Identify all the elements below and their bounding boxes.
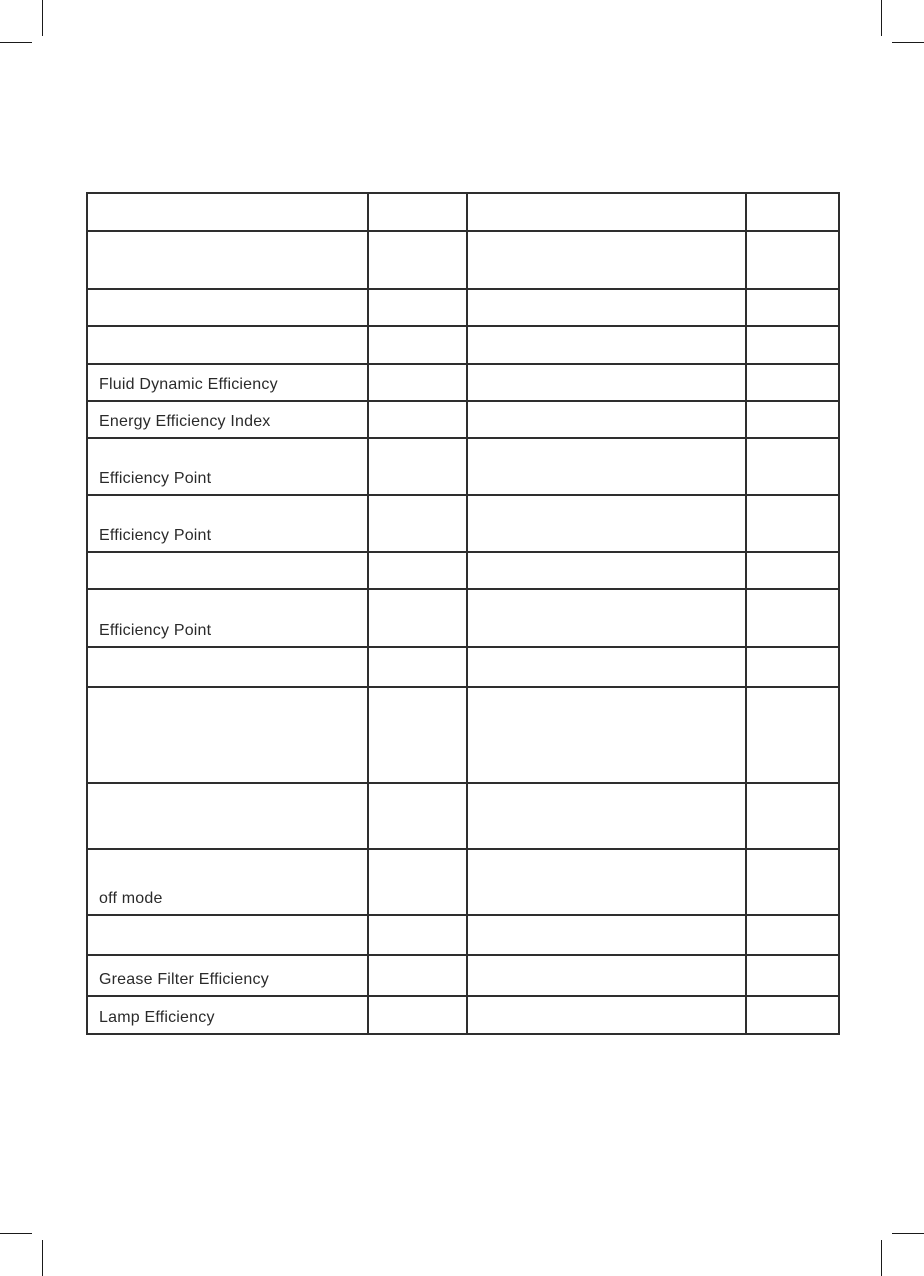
- symbol-cell: [368, 955, 467, 996]
- table-row: [87, 915, 839, 955]
- unit-cell: [746, 783, 839, 849]
- crop-mark-top-left-vertical: [42, 0, 43, 36]
- value-cell: [467, 231, 746, 289]
- symbol-cell: [368, 915, 467, 955]
- value-cell: [467, 687, 746, 783]
- table-row: [87, 647, 839, 687]
- table-row: [87, 552, 839, 589]
- row-label-cell: [87, 193, 368, 231]
- unit-cell: [746, 955, 839, 996]
- symbol-cell: [368, 552, 467, 589]
- row-label-cell: [87, 915, 368, 955]
- table-row: [87, 955, 839, 996]
- unit-cell: [746, 401, 839, 438]
- symbol-cell: [368, 326, 467, 364]
- row-label-cell: Efficiency Point: [87, 495, 368, 552]
- row-label-cell: [87, 687, 368, 783]
- symbol-cell: [368, 438, 467, 495]
- symbol-cell: [368, 401, 467, 438]
- unit-cell: [746, 326, 839, 364]
- value-cell: [467, 193, 746, 231]
- table-row: [87, 996, 839, 1034]
- symbol-cell: [368, 589, 467, 647]
- value-cell: [467, 326, 746, 364]
- table-row: [87, 326, 839, 364]
- symbol-cell: [368, 996, 467, 1034]
- value-cell: [467, 438, 746, 495]
- value-cell: [467, 647, 746, 687]
- table-row: [87, 589, 839, 647]
- symbol-cell: [368, 783, 467, 849]
- unit-cell: [746, 915, 839, 955]
- unit-cell: [746, 849, 839, 915]
- table-row: [87, 495, 839, 552]
- crop-mark-top-right-horizontal: [892, 42, 924, 43]
- row-label-cell: [87, 783, 368, 849]
- crop-mark-bottom-right-vertical: [881, 1240, 882, 1276]
- unit-cell: [746, 193, 839, 231]
- value-cell: [467, 783, 746, 849]
- unit-cell: [746, 364, 839, 401]
- row-label-cell: Grease Filter Efficiency: [87, 955, 368, 996]
- symbol-cell: [368, 289, 467, 326]
- value-cell: [467, 955, 746, 996]
- unit-cell: [746, 495, 839, 552]
- crop-mark-bottom-left-vertical: [42, 1240, 43, 1276]
- value-cell: [467, 996, 746, 1034]
- value-cell: [467, 495, 746, 552]
- row-label-cell: off mode: [87, 849, 368, 915]
- table-row: [87, 849, 839, 915]
- row-label-cell: Efficiency Point: [87, 438, 368, 495]
- unit-cell: [746, 289, 839, 326]
- crop-mark-bottom-right-horizontal: [892, 1233, 924, 1234]
- table-row: [87, 783, 839, 849]
- row-label-cell: [87, 289, 368, 326]
- symbol-cell: [368, 231, 467, 289]
- unit-cell: [746, 996, 839, 1034]
- table-row: [87, 401, 839, 438]
- value-cell: [467, 915, 746, 955]
- row-label-cell: [87, 231, 368, 289]
- value-cell: [467, 589, 746, 647]
- table-row: [87, 364, 839, 401]
- row-label-cell: [87, 326, 368, 364]
- row-label-cell: [87, 552, 368, 589]
- unit-cell: [746, 589, 839, 647]
- symbol-cell: [368, 849, 467, 915]
- row-label-cell: Fluid Dynamic Efficiency: [87, 364, 368, 401]
- value-cell: [467, 364, 746, 401]
- symbol-cell: [368, 193, 467, 231]
- value-cell: [467, 849, 746, 915]
- symbol-cell: [368, 647, 467, 687]
- table-row: [87, 438, 839, 495]
- unit-cell: [746, 438, 839, 495]
- unit-cell: [746, 231, 839, 289]
- table-row: [87, 289, 839, 326]
- table-row: [87, 687, 839, 783]
- crop-mark-top-left-horizontal: [0, 42, 32, 43]
- crop-mark-bottom-left-horizontal: [0, 1233, 32, 1234]
- table-row: [87, 193, 839, 231]
- value-cell: [467, 552, 746, 589]
- symbol-cell: [368, 364, 467, 401]
- unit-cell: [746, 687, 839, 783]
- row-label-cell: Energy Efficiency Index: [87, 401, 368, 438]
- symbol-cell: [368, 495, 467, 552]
- row-label-cell: [87, 647, 368, 687]
- table-row: [87, 231, 839, 289]
- symbol-cell: [368, 687, 467, 783]
- row-label-cell: Lamp Efficiency: [87, 996, 368, 1034]
- crop-mark-top-right-vertical: [881, 0, 882, 36]
- specification-table: [86, 192, 840, 1035]
- value-cell: [467, 401, 746, 438]
- unit-cell: [746, 552, 839, 589]
- row-label-cell: Efficiency Point: [87, 589, 368, 647]
- value-cell: [467, 289, 746, 326]
- unit-cell: [746, 647, 839, 687]
